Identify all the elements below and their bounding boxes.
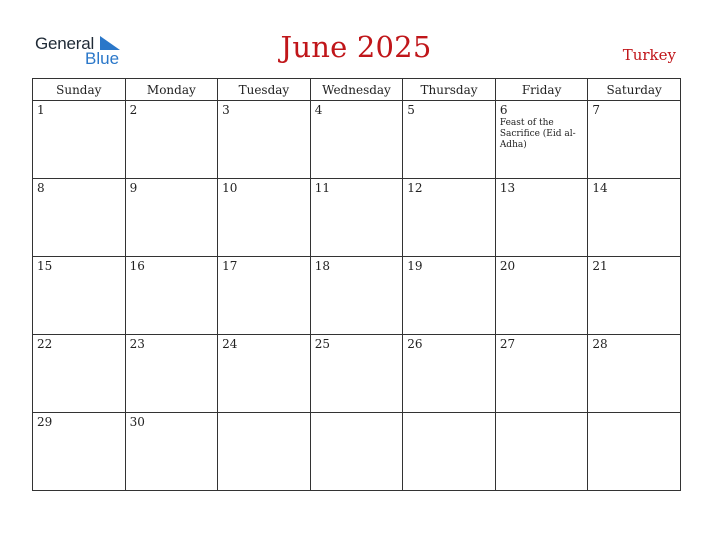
week-row (33, 101, 681, 179)
day-number: 18 (314, 259, 330, 273)
day-number: 28 (592, 337, 608, 351)
weekday-header: Monday (125, 79, 218, 101)
day-cell (33, 179, 126, 257)
day-number: 2 (129, 103, 138, 117)
week-row (33, 335, 681, 413)
day-cell (588, 257, 681, 335)
day-cell (33, 413, 126, 491)
week-row (33, 257, 681, 335)
day-number: 7 (592, 103, 601, 117)
day-cell (495, 179, 588, 257)
day-cell (495, 335, 588, 413)
logo-text-blue: Blue (85, 49, 120, 68)
holiday-label: Feast of the Sacrifice (Eid al-Adha) (499, 118, 576, 150)
day-number: 26 (407, 337, 423, 351)
day-number: 17 (222, 259, 238, 273)
day-number: 12 (407, 181, 423, 195)
day-cell (125, 335, 218, 413)
day-number: 11 (314, 181, 330, 195)
day-number: 1 (37, 103, 45, 117)
day-number: 4 (314, 103, 323, 117)
day-cell (310, 335, 403, 413)
day-cell (403, 101, 496, 179)
day-cell (310, 257, 403, 335)
day-cell (33, 257, 126, 335)
day-number: 30 (129, 415, 145, 429)
day-number: 23 (129, 337, 145, 351)
day-cell (218, 257, 311, 335)
day-cell (310, 179, 403, 257)
day-cell (125, 179, 218, 257)
day-cell (125, 413, 218, 491)
day-number: 25 (314, 337, 330, 351)
logo-text-general: General (35, 34, 95, 53)
day-cell (495, 413, 588, 491)
day-number: 5 (407, 103, 415, 117)
day-number: 15 (37, 259, 53, 273)
calendar-grid (32, 78, 681, 491)
day-number: 8 (37, 181, 45, 195)
day-cell (588, 413, 681, 491)
day-number: 10 (222, 181, 238, 195)
day-number: 19 (407, 259, 423, 273)
day-number: 3 (222, 103, 230, 117)
day-cell (403, 335, 496, 413)
day-cell (33, 101, 126, 179)
day-cell (218, 101, 311, 179)
week-row (33, 413, 681, 491)
day-cell (495, 257, 588, 335)
day-number: 29 (37, 415, 53, 429)
day-cell (403, 179, 496, 257)
day-cell (403, 257, 496, 335)
day-cell (33, 335, 126, 413)
weekday-header: Wednesday (310, 79, 403, 101)
day-cell (218, 335, 311, 413)
day-number: 13 (499, 181, 516, 195)
day-cell (310, 101, 403, 179)
week-row (33, 179, 681, 257)
day-number: 16 (129, 259, 145, 273)
calendar-body (33, 101, 681, 491)
day-number: 27 (499, 337, 516, 351)
day-number: 22 (37, 337, 53, 351)
day-cell (218, 179, 311, 257)
day-cell (588, 335, 681, 413)
day-cell (495, 101, 588, 179)
weekday-header: Friday (495, 79, 588, 101)
weekday-header: Tuesday (218, 79, 311, 101)
day-cell (310, 413, 403, 491)
calendar-title: June 2025 (280, 30, 432, 64)
weekday-header-row (33, 79, 681, 101)
day-number: 6 (499, 103, 508, 117)
country-label: Turkey (622, 46, 676, 64)
day-number: 14 (592, 181, 608, 195)
day-number: 24 (222, 337, 238, 351)
day-cell (588, 179, 681, 257)
day-cell (125, 101, 218, 179)
day-number: 21 (592, 259, 608, 273)
day-number: 20 (499, 259, 516, 273)
weekday-header: Saturday (588, 79, 681, 101)
day-cell (403, 413, 496, 491)
day-number: 9 (129, 181, 138, 195)
day-cell (218, 413, 311, 491)
day-cell (125, 257, 218, 335)
weekday-header: Thursday (403, 79, 496, 101)
day-cell (588, 101, 681, 179)
weekday-header: Sunday (33, 79, 126, 101)
